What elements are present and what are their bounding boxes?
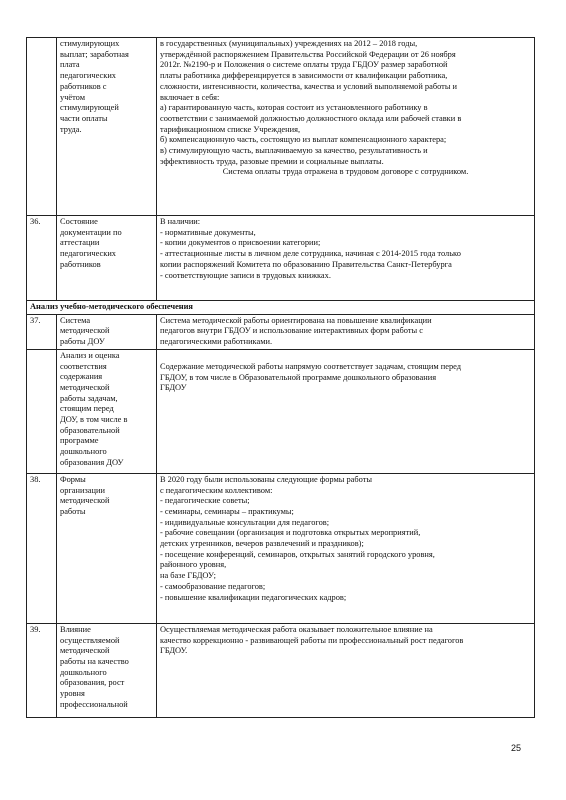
criterion-line: уровня	[60, 689, 85, 699]
description-line: включает в себя:	[160, 92, 220, 102]
description-line: ГБДОУ.	[160, 646, 188, 656]
criterion-line: работы задачам,	[60, 393, 118, 403]
criterion-line: плата	[60, 60, 80, 70]
description-line: платы работника дифференцируется в зависимости от квалификации работника,	[160, 71, 448, 81]
criterion-line: программе	[60, 436, 99, 446]
description-line: - соответствующие записи в трудовых книжках.	[160, 270, 331, 280]
criterion-line: стоящим перед	[60, 404, 114, 414]
criterion-line: образовательной	[60, 425, 120, 435]
criterion-line: Анализ и оценка	[60, 350, 120, 360]
criterion-line: выплат; заработная	[60, 49, 129, 59]
description-line: - нормативные документы,	[160, 227, 256, 237]
criterion-line: части оплаты	[60, 113, 108, 123]
row-number-cell: 39.	[27, 623, 57, 717]
criterion-line: учётом	[60, 92, 85, 102]
criterion-line: методической	[60, 326, 110, 336]
criterion-cell	[57, 314, 157, 349]
description-line: - посещение конференций, семинаров, открытых занятий городского уровня,	[160, 549, 435, 559]
criterion-line: образования, рост	[60, 678, 125, 688]
row-number-cell	[27, 349, 57, 473]
description-line: ГБДОУ, в том числе в Образовательной программе дошкольного образования	[160, 372, 437, 382]
criterion-line: стимулирующей	[60, 103, 119, 113]
table-row	[27, 623, 535, 717]
description-line: а) гарантированную часть, которая состоит из установленного работнику в	[160, 103, 428, 113]
table-row	[27, 473, 535, 623]
description-line: с педагогическим коллективом:	[160, 485, 273, 495]
criterion-line: методической	[60, 496, 110, 506]
page-number: 25	[511, 743, 522, 753]
description-line: В 2020 году были использованы следующие формы работы	[160, 474, 373, 484]
criterion-line: документации по	[60, 227, 122, 237]
criterion-cell	[57, 623, 157, 717]
description-line: Содержание методической работы напрямую соответствует задачам, стоящим перед	[160, 361, 461, 371]
description-line: - рабочие совещании (организация и подготовка открытых мероприятий,	[160, 528, 421, 538]
criterion-line: ДОУ, в том числе в	[60, 415, 128, 425]
description-cell	[157, 473, 535, 623]
description-line: соответствии с занимаемой должностью должностного оклада или рабочей ставки в	[160, 113, 462, 123]
criterion-line: дошкольного	[60, 447, 107, 457]
criterion-cell	[57, 349, 157, 473]
criterion-line: содержания	[60, 372, 103, 382]
description-line: Система оплаты труда отражена в трудовом договоре с сотрудником.	[222, 167, 469, 177]
row-number-cell: 38.	[27, 473, 57, 623]
document-table	[26, 37, 535, 718]
description-line: качество коррекционно - развивающей работы пи профессиональный рост педагогов	[160, 635, 464, 645]
table-row	[27, 216, 535, 301]
criterion-cell	[57, 38, 157, 216]
criterion-line: соответствия	[60, 361, 107, 371]
criterion-line: Формы	[60, 474, 86, 484]
row-number-cell: 36.	[27, 216, 57, 301]
criterion-line: труда.	[60, 124, 82, 134]
description-line: Осуществляемая методическая работа оказывает положительное влияние на	[160, 624, 433, 634]
criterion-line: методической	[60, 646, 110, 656]
description-cell	[157, 623, 535, 717]
description-line: в государственных (муниципальных) учреждениях на 2012 – 2018 годы,	[160, 39, 418, 48]
criterion-line: образования ДОУ	[60, 457, 124, 467]
description-line: 2012г. №2190-р и Положения о системе оплаты труда ГБДОУ размер заработной	[160, 60, 448, 70]
criterion-line: работников	[60, 259, 101, 269]
criterion-line: педагогических	[60, 249, 116, 259]
description-line: районного уровня,	[160, 560, 227, 570]
criterion-line: педагогических	[60, 71, 116, 81]
section-row	[27, 301, 535, 315]
criterion-line: профессиональной	[60, 699, 128, 709]
description-line: детских утренников, вечеров развлечений и праздников);	[160, 539, 364, 549]
description-line: копии распоряжений Комитета по образованию Правительства Санкт-Петербурга	[160, 259, 452, 269]
criterion-line: стимулирующих	[60, 39, 120, 48]
row-number-cell	[27, 38, 57, 216]
criterion-line: аттестации	[60, 238, 100, 248]
description-line: - педагогические советы;	[160, 496, 250, 506]
criterion-line: работы ДОУ	[60, 337, 105, 347]
description-line: утверждённой распоряжением Правительства Российской Федерации от 26 ноября	[160, 49, 456, 59]
description-line: эффективность труда, разовые премии и социальные выплаты.	[160, 156, 384, 166]
description-line: - повышение квалификации педагогических кадров;	[160, 592, 347, 602]
description-line: - копии документов о присвоении категории;	[160, 238, 321, 248]
criterion-line: работников с	[60, 81, 107, 91]
criterion-line: работы	[60, 506, 86, 516]
criterion-line: работы на качество	[60, 656, 129, 666]
table-row	[27, 314, 535, 349]
description-line: - семинары, семинары – практикумы;	[160, 506, 294, 516]
description-line: б) компенсационную часть, состоящую из выплат компенсационного характера;	[160, 135, 447, 145]
criterion-line: методической	[60, 382, 110, 392]
criterion-line: осуществляемой	[60, 635, 120, 645]
description-line: тарификационном списке Учреждения,	[160, 124, 301, 134]
criterion-line: организации	[60, 485, 105, 495]
description-line: ГБДОУ	[160, 383, 187, 393]
description-line: в) стимулирующую часть, выплачиваемую за качество, результативность и	[160, 146, 428, 156]
description-cell	[157, 38, 535, 216]
table-row	[27, 349, 535, 473]
row-number-cell: 37.	[27, 314, 57, 349]
table-row	[27, 38, 535, 216]
description-line: педагогов внутри ГБДОУ и использование интерактивных форм работы с	[160, 326, 423, 336]
section-heading: Анализ учебно-методического обеспечения	[27, 301, 535, 315]
description-line: педагогическими работниками.	[160, 337, 273, 347]
criterion-line: Влияние	[60, 624, 91, 634]
criterion-line: дошкольного	[60, 667, 107, 677]
description-line: сложности, интенсивности, количества, качества и условий выполняемой работы и	[160, 81, 458, 91]
description-line: В наличии:	[160, 217, 201, 226]
description-line: на базе ГБДОУ;	[160, 571, 216, 581]
criterion-cell	[57, 473, 157, 623]
description-cell	[157, 349, 535, 473]
description-line: - самообразование педагогов;	[160, 581, 266, 591]
description-cell	[157, 216, 535, 301]
description-cell	[157, 314, 535, 349]
criterion-cell	[57, 216, 157, 301]
description-line: Система методической работы ориентирована на повышение квалификации	[160, 315, 432, 325]
description-line: - аттестационные листы в личном деле сотрудника, начиная с 2014-2015 года только	[160, 249, 461, 259]
description-line: - индивидуальные консультации для педагогов;	[160, 517, 330, 527]
criterion-line: Состояние	[60, 217, 98, 226]
criterion-line: Система	[60, 315, 91, 325]
